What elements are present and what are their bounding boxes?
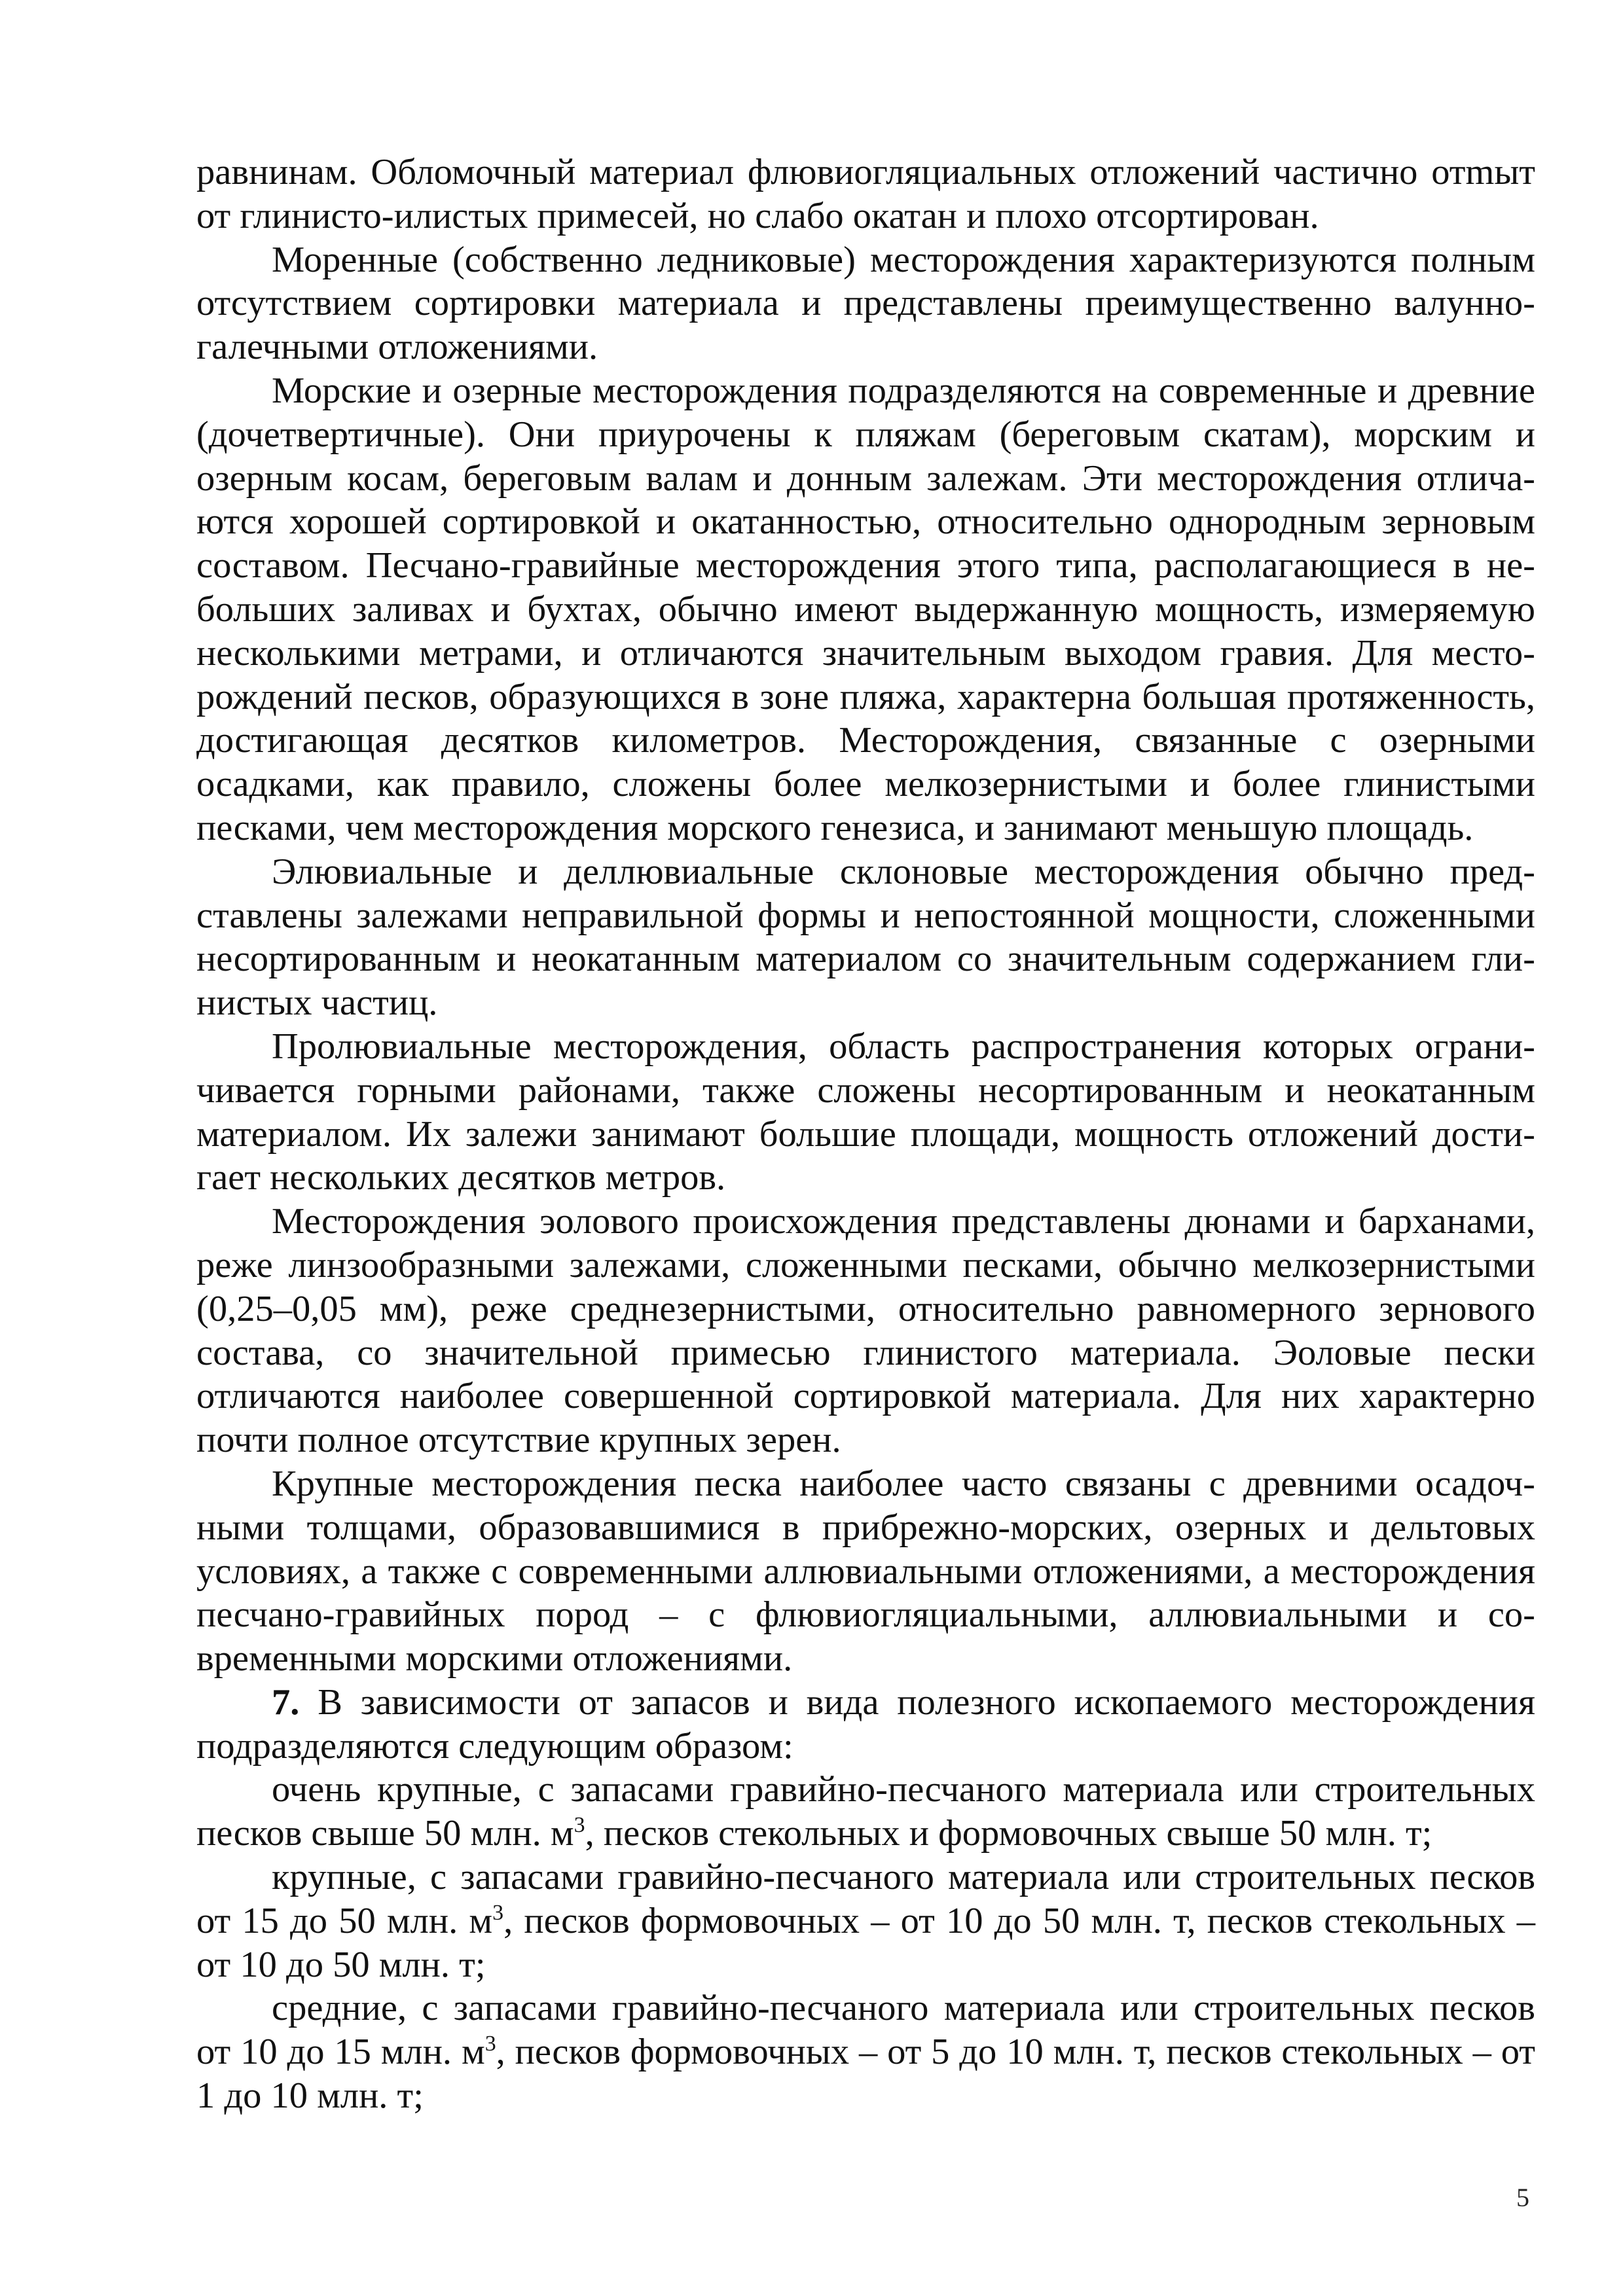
- list-item-text: , песков формовочных – от 5 до 10 млн. т, песков стекольных – от 1 до 10 млн. т;: [196, 2032, 1535, 2117]
- paragraph-eluvial-deluvial-deposits: Элювиальные и деллювиальные склоновые месторождения обычно представлены залежами неправильной формы и непостоянной мощности, сложенными несортированным и неокатанным материалом со значительным содержанием глинистых частиц.: [196, 851, 1535, 1024]
- superscript-cubic: 3: [492, 1901, 504, 1926]
- paragraph-large-sand-deposits: Крупные месторождения песка наиболее часто связаны с древними осадочными толщами, образовавшимися в прибрежно-морских, озерных и дельтовых условиях, а также с современными аллювиальными отложениями, а месторождения песчано-гравийных пород – с флювиогляциальными, аллювиальными и современными морскими отложениями.: [196, 1463, 1535, 1679]
- paragraph-proluvial-deposits: Пролювиальные месторождения, область распространения которых ограничивается горными районами, также сложены несортированным и неокатанным материалом. Их залежи занимают большие площади, мощность отложений достигает нескольких десятков метров.: [196, 1026, 1535, 1198]
- superscript-cubic: 3: [484, 2032, 496, 2056]
- page-body: [196, 151, 1535, 2118]
- list-item-medium: [196, 1986, 1535, 2117]
- list-item-text: очень крупные, с запасами гравийно-песчаного материала или строительных песков свыше 50 млн. м: [196, 1769, 1535, 1854]
- list-item-very-large: [196, 1768, 1535, 1856]
- paragraph-aeolian-deposits: Месторождения эолового происхождения представлены дюнами и барханами, реже линзообразными залежами, сложенными песками, обычно мелкозернистыми (0,25–0,05 мм), реже среднезернистыми, относительно равномерного зернового состава, со значительной примесью глинистого материала. Эоловые пески отличаются наиболее совершенной сортировкой материала. Для них характерно почти полное отсутствие крупных зерен.: [196, 1201, 1535, 1461]
- paragraph-fluvioglacial-continuation: равнинам. Обломочный материал флювиогляциальных отложений частично отmыт от глинисто-илистых примесей, но слабо окатан и плохо отсортирован.: [196, 152, 1535, 236]
- list-item-text: крупные, с запасами гравийно-песчаного материала или строительных песков от 15 до 50 млн. м: [196, 1857, 1535, 1941]
- list-item-text: , песков формовочных – от 10 до 50 млн. т, песков стекольных – от 10 до 50 млн. т;: [196, 1900, 1535, 1985]
- list-item-text: , песков стекольных и формовочных свыше 50 млн. т;: [585, 1813, 1432, 1854]
- superscript-cubic: 3: [574, 1813, 585, 1838]
- section-7-text: В зависимости от запасов и вида полезного ископаемого месторождения подразделяются следующим образом:: [196, 1681, 1535, 1767]
- paragraph-marine-lake-deposits: Морские и озерные месторождения подразделяются на современные и древние (дочетвертичные). Они приурочены к пляжам (береговым скатам), морским и озерным косам, береговым валам и донным залежам. Эти месторождения отличаются хорошей сортировкой и окатанностью, относительно однородным зерновым составом. Песчано-гравийные месторождения этого типа, располагающиеся в небольших заливах и бухтах, обычно имеют выдержанную мощность, измеряемую несколькими метрами, и отличаются значительным выходом гравия. Для месторождений песков, образующихся в зоне пляжа, характерна большая протяженность, достигающая десятков километров. Месторождения, связанные с озерными осадками, как правило, сложены более мелкозернистыми и более глинистыми песками, чем месторождения морского генезиса, и занимают меньшую площадь.: [196, 370, 1535, 848]
- paragraph-section-7: [196, 1681, 1535, 1768]
- paragraph-moraine-deposits: Моренные (собственно ледниковые) месторождения характеризуются полным отсутствием сортировки материала и представлены преимущественно валунно-галечными отложениями.: [196, 239, 1535, 368]
- page-number: 5: [1516, 2183, 1529, 2212]
- list-item-text: средние, с запасами гравийно-песчаного материала или строительных песков от 10 до 15 млн. м: [196, 1988, 1535, 2073]
- list-item-large: [196, 1856, 1535, 1986]
- section-number: 7.: [272, 1681, 300, 1723]
